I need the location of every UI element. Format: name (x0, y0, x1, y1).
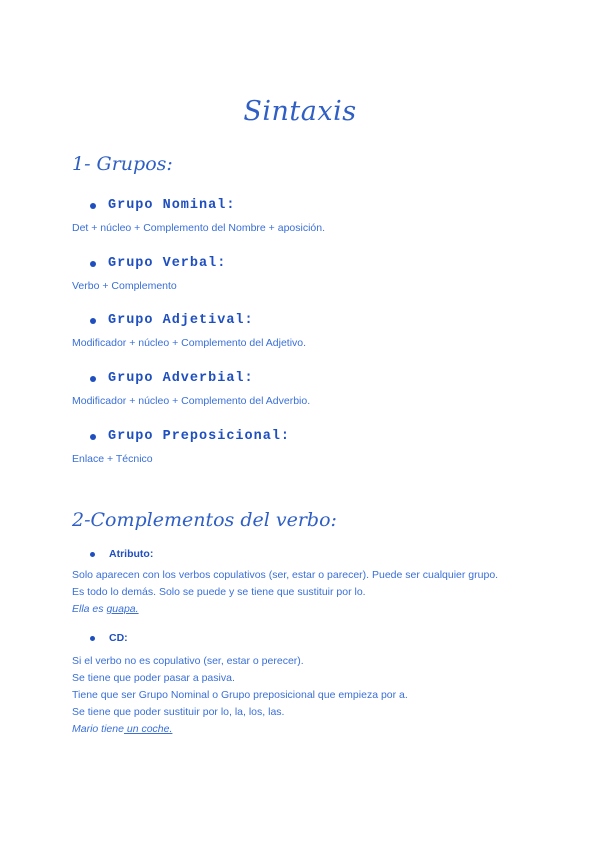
subsection-label: Atributo: (109, 548, 154, 560)
bullet-icon (90, 636, 95, 641)
example-prefix: Mario tiene (72, 723, 124, 735)
example-sentence (72, 603, 139, 615)
page-title: Sintaxis (243, 96, 357, 127)
group-label: Grupo Adjetival: (108, 313, 254, 328)
example-underlined: un coche. (123, 723, 173, 735)
group-description: Det + núcleo + Complemento del Nombre + aposición. (72, 222, 326, 234)
body-line: Se tiene que poder pasar a pasiva. (72, 672, 235, 684)
body-line: Es todo lo demás. Solo se puede y se tiene que sustituir por lo. (72, 586, 366, 598)
subsection-cd (90, 632, 128, 644)
subsection-label: CD: (109, 632, 128, 644)
group-label: Grupo Verbal: (108, 256, 227, 271)
example-underlined: guapa. (106, 603, 139, 615)
group-label: Grupo Preposicional: (108, 429, 291, 444)
bullet-icon (90, 203, 96, 209)
group-label: Grupo Nominal: (108, 198, 236, 213)
group-description: Verbo + Complemento (72, 280, 177, 292)
section-heading-complementos: 2-Complementos del verbo: (72, 509, 337, 531)
group-item-verbal (90, 256, 226, 271)
body-line: Se tiene que poder sustituir por lo, la, los, las. (72, 706, 285, 718)
group-item-adjetival (90, 313, 254, 328)
bullet-icon (90, 434, 96, 440)
bullet-icon (90, 318, 96, 324)
body-line: Tiene que ser Grupo Nominal o Grupo preposicional que empieza por a. (72, 689, 408, 701)
group-label: Grupo Adverbial: (108, 371, 254, 386)
body-line: Solo aparecen con los verbos copulativos (ser, estar o parecer). Puede ser cualquier grupo. (72, 569, 499, 581)
group-description: Modificador + núcleo + Complemento del Adjetivo. (72, 337, 307, 349)
bullet-icon (90, 376, 96, 382)
example-sentence (72, 723, 172, 735)
bullet-icon (90, 552, 95, 557)
body-line: Si el verbo no es copulativo (ser, estar o perecer). (72, 655, 304, 667)
group-item-nominal (90, 198, 235, 213)
subsection-atributo (90, 548, 153, 560)
group-description: Enlace + Técnico (72, 453, 153, 465)
section-heading-grupos: 1- Grupos: (72, 153, 173, 175)
group-item-preposicional (90, 429, 290, 444)
bullet-icon (90, 261, 96, 267)
group-item-adverbial (90, 371, 254, 386)
group-description: Modificador + núcleo + Complemento del Adverbio. (72, 395, 311, 407)
example-prefix: Ella es (72, 603, 107, 615)
